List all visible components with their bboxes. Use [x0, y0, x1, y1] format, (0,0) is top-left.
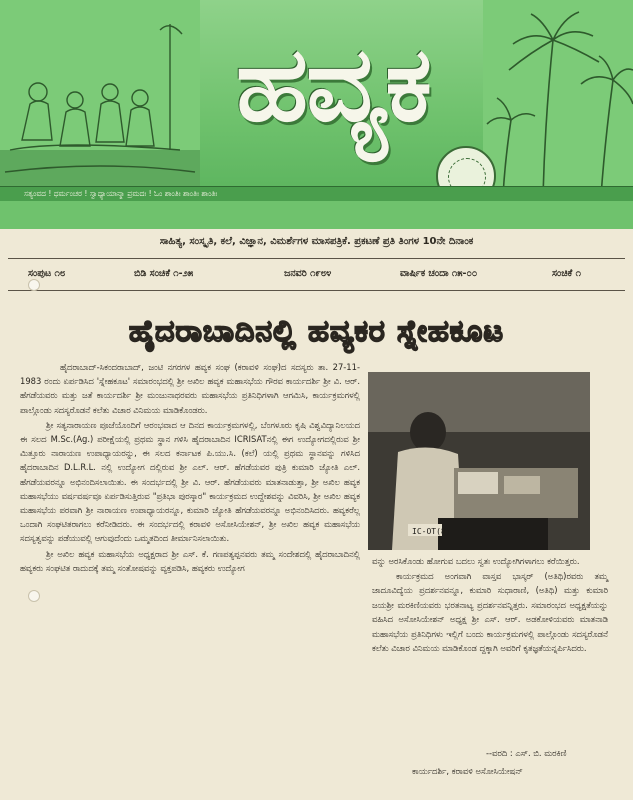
motto-text: ಸತ್ಯಂವದ ! ಧರ್ಮಂಚರ ! ಸ್ವಾಧ್ಯಾಯಾನ್ಮಾ ಪ್ರಮದಃ ! ಓಂ ಶಾಂತಿಃ ಶಾಂತಿಃ ಶಾಂತಿಃ [24, 189, 218, 198]
article-paragraph: ವನ್ನು ಅರಸಿಕೊಂಡು ಹೋಗುವ ಬದಲು ಸ್ವತಃ ಉದ್ಯೋಗಿಗಳಾಗಲು ಕರೆಯಿತ್ತರು. [372, 556, 580, 566]
article-paragraph: ಶ್ರೀ ಅಖಿಲ ಹವ್ಯಕ ಮಹಾಸಭೆಯ ಅಧ್ಯಕ್ಷರಾದ ಶ್ರೀ ಎಸ್. ಕೆ. ಗಣಪತ್ಯಪ್ಪನವರು ತಮ್ಮ ಸಂದೇಶದಲ್ಲಿ ಹೈದರಾಬಾದಿನಲ್ಲಿ ಹವ್ಯಕರು ಸಂಘಟಿತ ರಾದುದಕ್ಕೆ ತಮ್ಮ ಸಂತೋಷವನ್ನು ವ್ಯಕ್ತಪಡಿಸಿ, ಹವ್ಯಕರು ಉದ್ಯೋಗ [20, 548, 360, 573]
article-column-left [20, 360, 360, 576]
report-credit-role: ಕಾರ್ಯದರ್ಶಿ, ಕರಾವಳಿ ಅಸೋಸಿಯೇಷನ್ [412, 766, 523, 776]
issue-number: ಸಂಚಿಕೆ ೧ [552, 268, 581, 279]
article-headline: ಹೈದರಾಬಾದಿನಲ್ಲಿ ಹವ್ಯಕರ ಸ್ನೇಹಕೂಟ [128, 314, 505, 349]
article-paragraph: ಹೈದರಾಬಾದ್-ಸಿಕಂದರಾಬಾದ್, ಜಂಟಿ ನಗರಗಳ ಹವ್ಯಕ ಸಂಘ (ಕರಾವಳಿ ಸಂಘ)ದ ಸದಸ್ಯರು ತಾ. 27-11-1983 ರಂದು ಏರ್ಪಡಿಸಿದ 'ಸ್ನೇಹಕೂಟ' ಸಮಾರಂಭದಲ್ಲಿ ಶ್ರೀ ಅಖಿಲ ಹವ್ಯಕ ಮಹಾಸಭೆಯ ಗೌರವ ಕಾರ್ಯದರ್ಶಿ ಶ್ರೀ ವಿ. ಆರ್. ಹೆಗಡೆಯವರು ಮತ್ತು ಜತೆ ಕಾರ್ಯದರ್ಶಿ ಶ್ರೀ ಮಂಜುನಾಥರವರು ಮಹಾಸಭೆಯ ಪ್ರತಿನಿಧಿಗಳಾಗಿ ಆಗಮಿಸಿ, ಕಾರ್ಯಕ್ರಮಗಳಲ್ಲಿ ಪಾಲ್ಗೊಂಡು ಸದಸ್ಯರೊಡನೆ ಕಲೆತು ವಿಚಾರ ವಿನಿಮಯ ಮಾಡಿಕೊಂಡರು. [20, 362, 360, 415]
photo-plate-text: IC-OT(8) [412, 527, 451, 536]
palm-trees-illustration [483, 0, 633, 196]
tagline: ಸಾಹಿತ್ಯ, ಸಂಸ್ಕೃತಿ, ಕಲೆ, ವಿಜ್ಞಾನ, ವಿಮರ್ಶೆಗಳ ಮಾಸಪತ್ರಿಕೆ. ಪ್ರಕಟಣೆ ಪ್ರತಿ ತಿಂಗಳ 10ನೇ ದಿನಾಂಕ [159, 236, 474, 247]
issue-single-copy-price: ಬಿಡಿ ಸಂಚಿಕೆ ೧-೨೫ [134, 268, 194, 279]
article-paragraph: ಶ್ರೀ ಸತ್ಯನಾರಾಯಣ ಪೂಜೆಯೊಂದಿಗೆ ಆರಂಭವಾದ ಆ ದಿನದ ಕಾರ್ಯಕ್ರಮಗಳಲ್ಲಿ, ಬೆಂಗಳೂರು ಕೃಷಿ ವಿಶ್ವವಿದ್ಯಾನಿಲಯದ ಈ ಸಲದ M.Sc.(Ag.) ಪರೀಕ್ಷೆಯಲ್ಲಿ ಪ್ರಥಮ ಸ್ಥಾನ ಗಳಿಸಿ ಹೈದರಾಬಾದಿನ ICRISATನಲ್ಲಿ ಈಗ ಉದ್ಯೋಗದಲ್ಲಿರುವ ಶ್ರೀ ಮಿತ್ತೂರು ನಾರಾಯಣ ಉಪಾಧ್ಯಾಯರನ್ನು, ಈ ಸಲದ ಕರ್ನಾಟಕ ಪಿ.ಯು.ಸಿ. (ಕಲೆ) ಯಲ್ಲಿ ಪ್ರಥಮ ಸ್ಥಾನವನ್ನು ಗಳಿಸಿದ ಹೈದರಾಬಾದಿನ D.L.R.L. ನಲ್ಲಿ ಉದ್ಯೋಗ ದಲ್ಲಿರುವ ಶ್ರೀ ಎಲ್. ಆರ್. ಹೆಗಡೆಯವರ ಪುತ್ರಿ ಕುಮಾರಿ ಜ್ಯೋತಿ ಎಲ್. ಹೆಗಡೆಯವರನ್ನೂ ಅಭಿನಂದಿಸಲಾಯಿತು. ಈ ಸಂದರ್ಭದಲ್ಲಿ ಶ್ರೀ ವಿ. ಆರ್. ಹೆಗಡೆಯವರು ಮಾತನಾಡುತ್ತಾ, ಶ್ರೀ ಅಖಿಲ ಹವ್ಯಕ ಮಹಾಸಭೆಯು ವರ್ಷವರ್ಷವೂ ಏರ್ಪಡಿಸುತ್ತಿರುವ "ಪ್ರತಿಭಾ ಪುರಸ್ಕಾರ" ಕಾರ್ಯಕ್ರಮದ ಉದ್ದೇಶವನ್ನು ವಿವರಿಸಿ, ಶ್ರೀ ಅಖಿಲ ಹವ್ಯಕ ಮಹಾಸಭೆಯ ಪರವಾಗಿ ಶ್ರೀ ನಾರಾಯಣ ಉಪಾಧ್ಯಾಯರನ್ನೂ, ಕುಮಾರಿ ಜ್ಯೋತಿ ಹೆಗಡೆಯವರನ್ನೂ ಅಭಿನಂದಿಸಿದರು. ಹವ್ಯಕರೆಲ್ಲ ಒಂದಾಗಿ ಸಂಘಟಿತರಾಗಲು ಕರೆನೀಡಿದರು. ಈ ಸಂದರ್ಭದಲ್ಲಿ ಕರಾವಳಿ ಅಸೋಸಿಯೇಶನ್, ಶ್ರೀ ಅಖಿಲ ಹವ್ಯಕ ಮಹಾಸಭೆಯ ಸದಸ್ಯತ್ವವನ್ನು ಪಡೆಯುವಲ್ಲಿ ಆಗುವುದೆಂದು ಒಮ್ಮತದಿಂದ ತೀರ್ಮಾನಿಸಲಾಯಿತು. [20, 419, 360, 544]
divider-bottom [8, 290, 625, 291]
article-column-right [372, 554, 608, 656]
issue-info-row [14, 268, 618, 284]
article-paragraph: ಕಾರ್ಯಕ್ರಮದ ಅಂಗವಾಗಿ ವಾಸ್ತವ ಭಾಸ್ಕರ್ (ಅತಿಥಿ)ರವರು ತಮ್ಮ ಜಾದೂವಿದ್ಯೆಯ ಪ್ರದರ್ಶನವನ್ನೂ, ಕುಮಾರಿ ಸುಧಾರಾಣಿ, (ಅತಿಥಿ) ಮತ್ತು ಕುಮಾರಿ ಜಯಶ್ರೀ ಮರಕಿಣಿಯವರು ಭರತನಾಟ್ಯ ಪ್ರದರ್ಶನವನ್ನಿತ್ತರು. ಸಮಾರಂಭದ ಅಧ್ಯಕ್ಷತೆಯನ್ನು ವಹಿಸಿದ ಅಸೋಸಿಯೇಶನ್ ಅಧ್ಯಕ್ಷ ಶ್ರೀ ಎಸ್. ಆರ್. ಅಡಕೋಳಿಯವರು ಮಾತನಾಡಿ ಮಹಾಸಭೆಯ ಪ್ರತಿನಿಧಿಗಳು ಇಲ್ಲಿಗೆ ಬಂದು ಕಾರ್ಯಕ್ರಮಗಳಲ್ಲಿ ಪಾಲ್ಗೊಂಡು ಸದಸ್ಯರೊಡನೆ ಕಲೆತು ವಿಚಾರ ವಿನಿಮಯ ಮಾಡಿಕೊಂಡ ದ್ದಕ್ಕಾಗಿ ಅವರಿಗೆ ಕೃತಜ್ಞತೆಯನ್ನರ್ಪಿಸಿದರು. [372, 570, 608, 653]
event-photo [368, 372, 590, 550]
divider-top [8, 258, 625, 259]
issue-volume: ಸಂಪುಟ ೧೮ [28, 268, 66, 279]
masthead-title: ಹವ್ಯಕ [236, 23, 430, 145]
punch-hole [28, 590, 40, 602]
masthead-lower-band [0, 201, 633, 229]
masthead [0, 0, 633, 196]
issue-month: ಜನವರಿ ೧೯೮೪ [284, 268, 332, 279]
report-credit: --ವರದಿ : ಎಸ್. ಬಿ. ಮರಕಿಣಿ [486, 748, 567, 758]
punch-hole [28, 279, 40, 291]
issue-annual-subscription: ವಾರ್ಷಿಕ ಚಂದಾ ೧೫-೦೦ [400, 268, 478, 279]
motto-strip [0, 186, 633, 202]
